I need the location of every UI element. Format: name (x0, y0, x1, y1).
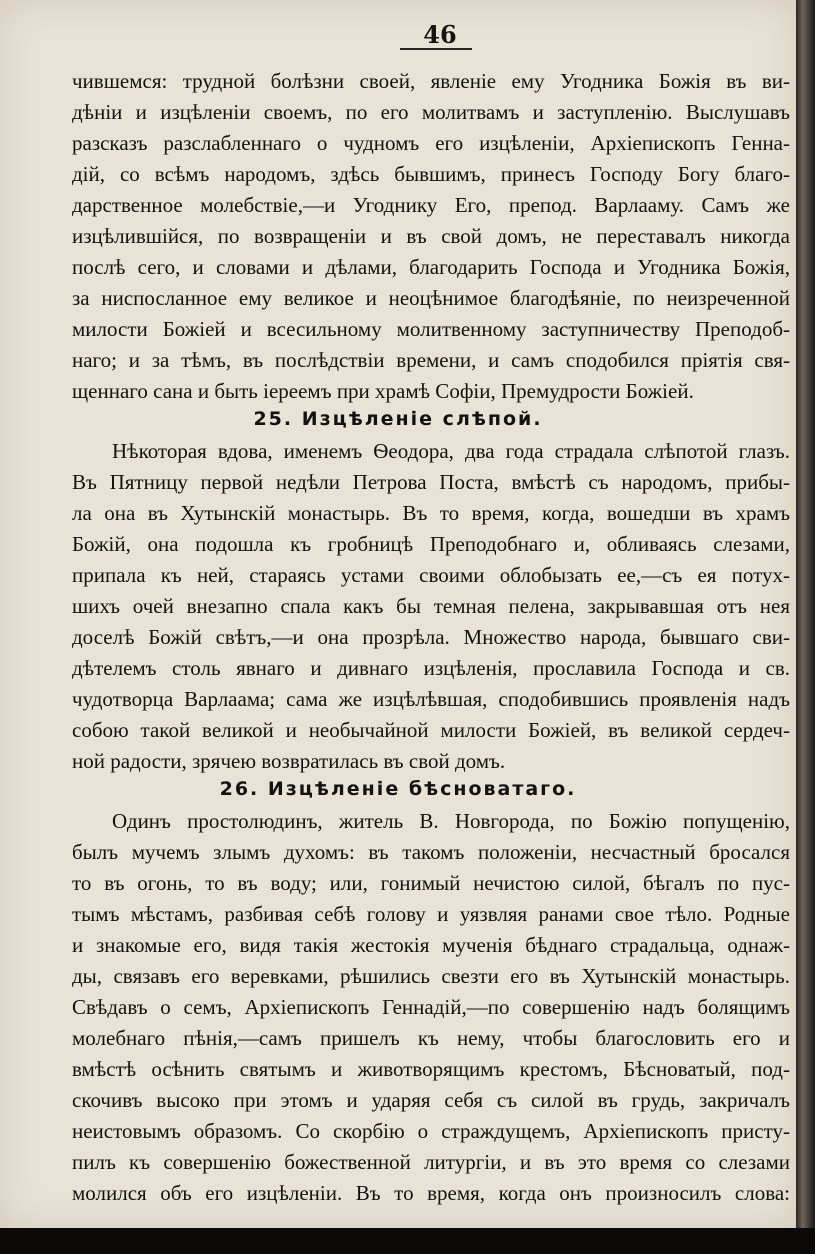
page-number: 46 (423, 20, 457, 49)
text-line: разсказъ разслабленнаго о чудномъ его изцѣленіи, Архіепископъ Генна- (72, 131, 790, 155)
text-line: милости Божіей и всесильному молитвенному заступничеству Преподоб- (72, 317, 790, 341)
text-line: дѣніи и изцѣленіи своемъ, по его молитвамъ и заступленію. Выслушавъ (72, 100, 790, 124)
text-line: собою такой великой и необычайной милости Божіей, въ великой сердеч- (72, 718, 790, 742)
text-line: тымъ мѣстамъ, разбивая себѣ голову и уязвляя ранами свое тѣло. Родные (72, 902, 790, 926)
text-line: вмѣстѣ осѣнить святымъ и животворящимъ крестомъ, Бѣсноватый, под- (72, 1057, 790, 1081)
text-line: молился объ его изцѣленіи. Въ то время, когда онъ произносилъ слова: (72, 1181, 790, 1205)
text-line: скочивъ высоко при этомъ и ударяя себя съ силой въ грудь, закричалъ (72, 1088, 790, 1112)
text-line: изцѣлившійся, по возвращеніи и въ свой домъ, не переставалъ никогда (72, 224, 790, 248)
text-line: Божій, она подошла къ гробницѣ Преподобнаго и, обливаясь слезами, (72, 532, 790, 556)
text-line: Одинъ простолюдинъ, житель В. Новгорода, по Божію попущенію, (112, 809, 790, 833)
text-line: Нѣкоторая вдова, именемъ Ѳеодора, два года страдала слѣпотой глазъ. (112, 439, 790, 463)
text-line: шихъ очей внезапно спала какъ бы темная пелена, закрывавшая отъ нея (72, 594, 790, 618)
text-line: послѣ сего, и словами и дѣлами, благодарить Господа и Угодника Божія, (72, 255, 790, 279)
text-line: щеннаго сана и быть іереемъ при храмѣ Софіи, Премудрости Божіей. (72, 379, 694, 403)
scan-bottom-border (0, 1228, 815, 1254)
text-line: чившемся: трудной болѣзни своей, явленіе ему Угодника Божія въ ви- (72, 69, 790, 93)
text-line: наго; и за тѣмъ, въ послѣдствіи времени, и самъ сподобился пріятія свя- (72, 348, 790, 372)
text-line: припала къ ней, стараясь устами своими облобызать ее,—съ ея потух- (72, 563, 790, 587)
text-line: то въ огонь, то въ воду; или, гонимый нечистою силой, бѣгалъ по пус- (72, 871, 790, 895)
text-line: Свѣдавъ о семъ, Архіепископъ Геннадій,—по совершенію надъ болящимъ (72, 995, 790, 1019)
text-line: ла она въ Хутынскій монастырь. Въ то время, когда, вошедши въ храмъ (72, 501, 790, 525)
text-line: ной радости, зрячею возвратилась въ свой домъ. (72, 749, 506, 773)
text-line: чудотворца Варлаама; сама же изцѣлѣвшая, сподобившись проявленія надъ (72, 687, 790, 711)
text-line: Въ Пятницу первой недѣли Петрова Поста, вмѣстѣ съ народомъ, прибы- (72, 470, 790, 494)
section-heading: 26. Изцѣленіе бѣсноватаго. (219, 778, 577, 800)
section-heading: 25. Изцѣленіе слѣпой. (253, 408, 543, 430)
text-line: молебнаго пѣнія,—самъ пришелъ къ нему, чтобы благословить его и (72, 1026, 790, 1050)
page-number-rule (400, 48, 472, 50)
text-line: дарственное молебствіе,—и Угоднику Его, препод. Варлааму. Самъ же (72, 193, 790, 217)
text-line: былъ мучемъ злымъ духомъ: въ такомъ положеніи, несчастный бросался (72, 840, 790, 864)
text-line: за ниспосланное ему великое и неоцѣнимое благодѣяніе, по неизреченной (72, 286, 790, 310)
text-line: и знакомые его, видя такія жестокія мученія бѣднаго страдальца, однаж- (72, 933, 790, 957)
text-line: неистовымъ образомъ. Со скорбію о страждущемъ, Архіепископъ присту- (72, 1119, 790, 1143)
text-line: ды, связавъ его веревками, рѣшились свезти его въ Хутынскій монастырь. (72, 964, 790, 988)
book-spine-edge (796, 0, 815, 1254)
text-line: дій, со всѣмъ народомъ, здѣсь бывшимъ, принесъ Господу Богу благо- (72, 162, 790, 186)
text-line: пилъ къ совершенію божественной литургіи, и въ это время со слезами (72, 1150, 790, 1174)
text-line: доселѣ Божій свѣтъ,—и она прозрѣла. Множество народа, бывшаго сви- (72, 625, 790, 649)
text-line: дѣтелемъ столь явнаго и дивнаго изцѣленія, прославила Господа и св. (72, 656, 790, 680)
